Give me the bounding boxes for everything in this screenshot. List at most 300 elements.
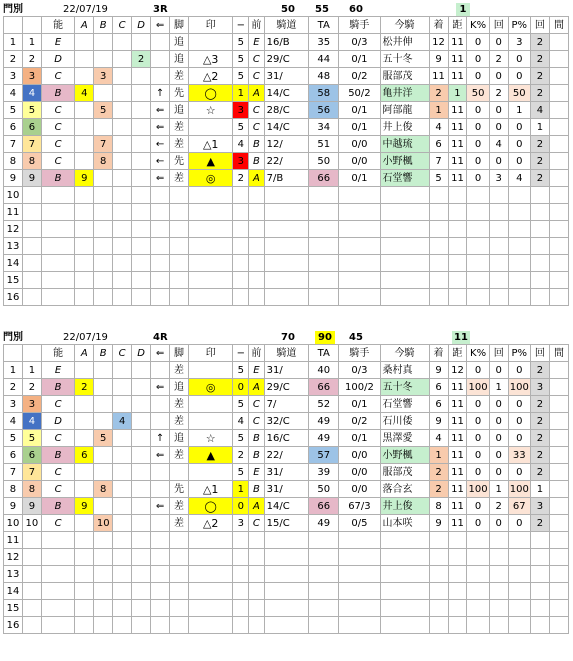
cell: 0/1: [339, 119, 380, 136]
cell: [151, 600, 170, 617]
cell: 11: [448, 515, 467, 532]
cell: [309, 255, 339, 272]
cell: 2: [489, 498, 508, 515]
cell: [508, 617, 530, 634]
column-header: 騎道: [264, 345, 309, 362]
cell: 2: [22, 379, 41, 396]
cell: [132, 515, 151, 532]
column-header: 着: [429, 17, 448, 34]
cell: [75, 68, 94, 85]
cell: [233, 617, 249, 634]
cell: 4: [22, 85, 41, 102]
cell: 先: [169, 481, 188, 498]
cell: [113, 255, 132, 272]
table-row[interactable]: [4, 532, 569, 549]
cell: [429, 289, 448, 306]
cell: [530, 289, 549, 306]
cell: [467, 187, 489, 204]
column-header: [22, 345, 41, 362]
cell: [94, 170, 113, 187]
cell: 11: [4, 532, 23, 549]
cell: 0: [489, 413, 508, 430]
stat-1: 50: [281, 4, 295, 15]
cell: 井上俊: [380, 119, 429, 136]
table-row[interactable]: [4, 34, 569, 51]
cell: [113, 498, 132, 515]
cell: 小野楓: [380, 447, 429, 464]
cell: [188, 549, 233, 566]
table-row[interactable]: [4, 51, 569, 68]
cell: [151, 187, 170, 204]
cell: 2: [4, 51, 23, 68]
cell: [94, 617, 113, 634]
cell: 0/5: [339, 515, 380, 532]
table-row[interactable]: [4, 498, 569, 515]
cell: [41, 532, 74, 549]
column-header: 脚: [169, 345, 188, 362]
table-row[interactable]: [4, 464, 569, 481]
cell: 差: [169, 119, 188, 136]
cell: 0: [489, 362, 508, 379]
cell: 9: [429, 515, 448, 532]
cell: [113, 532, 132, 549]
table-row[interactable]: [4, 549, 569, 566]
cell: 2: [530, 430, 549, 447]
cell: [233, 272, 249, 289]
table-row[interactable]: [4, 68, 569, 85]
cell: C: [249, 51, 265, 68]
cell: 0: [467, 430, 489, 447]
cell: 9: [429, 51, 448, 68]
cell: 6: [429, 379, 448, 396]
table-row[interactable]: [4, 272, 569, 289]
cell: 0/0: [339, 464, 380, 481]
cell: [188, 362, 233, 379]
cell: 5: [429, 170, 448, 187]
cell: [249, 532, 265, 549]
table-row[interactable]: [4, 447, 569, 464]
column-header: 騎道: [264, 17, 309, 34]
cell: [549, 379, 568, 396]
cell: 小野楓: [380, 153, 429, 170]
cell: [467, 221, 489, 238]
cell: [151, 34, 170, 51]
cell: 0: [467, 136, 489, 153]
cell: [132, 68, 151, 85]
cell: 追: [169, 102, 188, 119]
cell: [233, 221, 249, 238]
table-row[interactable]: [4, 119, 569, 136]
cell: [264, 566, 309, 583]
cell: [169, 532, 188, 549]
cell: [530, 255, 549, 272]
cell: ↑: [151, 85, 170, 102]
cell: 9: [4, 170, 23, 187]
cell: 16/B: [264, 34, 309, 51]
cell: [549, 430, 568, 447]
cell: 12: [429, 34, 448, 51]
cell: 50: [309, 153, 339, 170]
table-row[interactable]: [4, 617, 569, 634]
cell: [549, 464, 568, 481]
cell: 4: [429, 430, 448, 447]
column-header: ⇐: [151, 345, 170, 362]
cell: [94, 583, 113, 600]
cell: [264, 255, 309, 272]
table-row[interactable]: [4, 600, 569, 617]
cell: [549, 549, 568, 566]
cell: [41, 549, 74, 566]
cell: [339, 238, 380, 255]
cell: 4: [75, 85, 94, 102]
cell: 0: [489, 396, 508, 413]
cell: [309, 187, 339, 204]
cell: [169, 255, 188, 272]
cell: [489, 204, 508, 221]
cell: 0/0: [339, 447, 380, 464]
cell: [151, 204, 170, 221]
cell: [22, 583, 41, 600]
cell: [249, 289, 265, 306]
cell: [41, 566, 74, 583]
table-row[interactable]: [4, 85, 569, 102]
column-header: 着: [429, 345, 448, 362]
cell: B: [41, 447, 74, 464]
column-header: A: [75, 17, 94, 34]
cell: 9: [429, 413, 448, 430]
cell: 3: [233, 153, 249, 170]
table-row[interactable]: [4, 396, 569, 413]
cell: [22, 600, 41, 617]
table-row[interactable]: [4, 153, 569, 170]
cell: [169, 549, 188, 566]
cell: 2: [489, 51, 508, 68]
cell: [113, 379, 132, 396]
cell: [41, 204, 74, 221]
cell: [113, 187, 132, 204]
cell: 0: [508, 362, 530, 379]
cell: [489, 221, 508, 238]
cell: [75, 396, 94, 413]
column-header: B: [94, 17, 113, 34]
cell: 服部茂: [380, 68, 429, 85]
column-header: 今騎: [380, 345, 429, 362]
cell: [549, 153, 568, 170]
cell: 44: [309, 51, 339, 68]
cell: [94, 379, 113, 396]
cell: [75, 566, 94, 583]
cell: [113, 102, 132, 119]
cell: 1: [508, 102, 530, 119]
cell: [188, 119, 233, 136]
cell: [429, 549, 448, 566]
cell: [309, 617, 339, 634]
table-row[interactable]: [4, 102, 569, 119]
cell: [264, 532, 309, 549]
cell: 0: [467, 153, 489, 170]
table-row[interactable]: [4, 583, 569, 600]
cell: [249, 549, 265, 566]
table-row[interactable]: [4, 289, 569, 306]
cell: [132, 187, 151, 204]
cell: 1: [530, 119, 549, 136]
cell: [309, 566, 339, 583]
cell: [75, 272, 94, 289]
cell: 0: [467, 34, 489, 51]
column-header: 距: [448, 345, 467, 362]
cell: B: [249, 430, 265, 447]
cell: [113, 549, 132, 566]
table-row[interactable]: [4, 566, 569, 583]
cell: 8: [429, 498, 448, 515]
cell: 4: [233, 413, 249, 430]
cell: 石川倭: [380, 413, 429, 430]
cell: 11: [448, 119, 467, 136]
cell: 0: [508, 51, 530, 68]
cell: [530, 532, 549, 549]
table-row[interactable]: [4, 255, 569, 272]
table-row[interactable]: [4, 481, 569, 498]
table-row[interactable]: [4, 413, 569, 430]
cell: 先: [169, 85, 188, 102]
cell: [151, 549, 170, 566]
cell: 0: [508, 515, 530, 532]
cell: 12: [4, 221, 23, 238]
cell: A: [249, 170, 265, 187]
cell: [94, 187, 113, 204]
cell: 50: [309, 481, 339, 498]
cell: [549, 255, 568, 272]
cell: B: [41, 85, 74, 102]
cell: 10: [4, 515, 23, 532]
cell: [113, 34, 132, 51]
table-row[interactable]: [4, 515, 569, 532]
cell: 6: [429, 396, 448, 413]
cell: [530, 617, 549, 634]
cell: [309, 204, 339, 221]
table-row[interactable]: [4, 187, 569, 204]
cell: 五十冬: [380, 379, 429, 396]
cell: [188, 464, 233, 481]
race-header: [3, 331, 569, 344]
cell: [264, 221, 309, 238]
cell: ◯: [188, 498, 233, 515]
cell: 石堂響: [380, 396, 429, 413]
table-row[interactable]: [4, 204, 569, 221]
cell: 8: [22, 153, 41, 170]
cell: 1: [233, 85, 249, 102]
cell: [132, 153, 151, 170]
cell: 落合玄: [380, 481, 429, 498]
cell: [75, 515, 94, 532]
cell: 差: [169, 515, 188, 532]
header-row: [4, 345, 569, 362]
cell: [188, 187, 233, 204]
column-header: 印: [188, 17, 233, 34]
cell: 3: [22, 396, 41, 413]
cell: 0: [233, 379, 249, 396]
cell: 阿部龍: [380, 102, 429, 119]
cell: 2: [132, 51, 151, 68]
table-row[interactable]: [4, 221, 569, 238]
cell: [489, 617, 508, 634]
cell: 4: [4, 85, 23, 102]
cell: [233, 187, 249, 204]
cell: [94, 362, 113, 379]
cell: [132, 204, 151, 221]
cell: [169, 187, 188, 204]
cell: C: [249, 396, 265, 413]
cell: 2: [233, 170, 249, 187]
cell: 2: [429, 481, 448, 498]
cell: 0: [489, 102, 508, 119]
cell: [233, 238, 249, 255]
table-row[interactable]: [4, 430, 569, 447]
column-header: ⇐: [151, 17, 170, 34]
cell: 32/C: [264, 413, 309, 430]
cell: [508, 187, 530, 204]
column-header: D: [132, 345, 151, 362]
cell: [151, 464, 170, 481]
cell: 1: [22, 34, 41, 51]
cell: 11: [448, 170, 467, 187]
cell: 2: [429, 85, 448, 102]
cell: 2: [530, 170, 549, 187]
cell: 0: [508, 153, 530, 170]
cell: [132, 549, 151, 566]
cell: [94, 204, 113, 221]
cell: C: [41, 68, 74, 85]
cell: 8: [22, 481, 41, 498]
cell: [264, 204, 309, 221]
cell: [75, 464, 94, 481]
cell: 7: [94, 136, 113, 153]
cell: [188, 204, 233, 221]
race-header: [3, 3, 569, 16]
cell: [489, 532, 508, 549]
cell: 9: [429, 362, 448, 379]
table-row[interactable]: [4, 362, 569, 379]
cell: [113, 119, 132, 136]
cell: [75, 238, 94, 255]
cell: [151, 515, 170, 532]
cell: 0: [489, 464, 508, 481]
cell: [188, 272, 233, 289]
cell: [549, 617, 568, 634]
column-header: [4, 345, 23, 362]
cell: ⇐: [151, 119, 170, 136]
cell: 9: [22, 170, 41, 187]
table-row[interactable]: [4, 238, 569, 255]
cell: [169, 238, 188, 255]
cell: [188, 221, 233, 238]
cell: [549, 515, 568, 532]
cell: [530, 238, 549, 255]
cell: [151, 238, 170, 255]
cell: [429, 566, 448, 583]
cell: 差: [169, 362, 188, 379]
cell: 12: [448, 362, 467, 379]
table-row[interactable]: [4, 170, 569, 187]
cell: 松井伸: [380, 34, 429, 51]
cell: E: [249, 464, 265, 481]
cell: [188, 413, 233, 430]
cell: C: [249, 515, 265, 532]
cell: 9: [75, 170, 94, 187]
cell: 5: [233, 430, 249, 447]
cell: 追: [169, 34, 188, 51]
cell: [132, 119, 151, 136]
cell: [549, 413, 568, 430]
cell: [113, 515, 132, 532]
cell: 0/1: [339, 396, 380, 413]
cell: 8: [4, 481, 23, 498]
cell: [530, 583, 549, 600]
cell: 5: [22, 430, 41, 447]
cell: 差: [169, 396, 188, 413]
cell: 22/: [264, 447, 309, 464]
cell: [233, 204, 249, 221]
cell: [530, 204, 549, 221]
cell: [94, 566, 113, 583]
cell: 0: [467, 498, 489, 515]
cell: 31/: [264, 68, 309, 85]
venue-label: 門別: [3, 4, 23, 15]
cell: [75, 204, 94, 221]
cell: △2: [188, 68, 233, 85]
cell: [448, 532, 467, 549]
table-row[interactable]: [4, 136, 569, 153]
venue-label: 門別: [3, 332, 23, 343]
cell: [94, 413, 113, 430]
cell: ⇐: [151, 447, 170, 464]
cell: 14/C: [264, 85, 309, 102]
column-header: TA: [309, 345, 339, 362]
table-row[interactable]: [4, 379, 569, 396]
cell: [132, 362, 151, 379]
cell: [94, 34, 113, 51]
cell: 2: [530, 68, 549, 85]
cell: [22, 255, 41, 272]
cell: 39: [309, 464, 339, 481]
cell: 6: [4, 119, 23, 136]
cell: [94, 238, 113, 255]
cell: [549, 85, 568, 102]
cell: 0: [467, 119, 489, 136]
cell: [132, 379, 151, 396]
cell: [169, 272, 188, 289]
cell: [489, 187, 508, 204]
cell: 0: [467, 68, 489, 85]
cell: 16: [4, 289, 23, 306]
cell: [41, 187, 74, 204]
cell: [264, 289, 309, 306]
cell: [94, 255, 113, 272]
cell: [94, 396, 113, 413]
cell: 0: [467, 447, 489, 464]
cell: [508, 583, 530, 600]
cell: ⇐: [151, 170, 170, 187]
cell: 先: [169, 153, 188, 170]
cell: [429, 600, 448, 617]
cell: 0/0: [339, 153, 380, 170]
cell: [339, 566, 380, 583]
cell: [380, 255, 429, 272]
cell: △1: [188, 136, 233, 153]
race-date: 22/07/19: [63, 4, 108, 15]
cell: [429, 583, 448, 600]
cell: E: [249, 362, 265, 379]
